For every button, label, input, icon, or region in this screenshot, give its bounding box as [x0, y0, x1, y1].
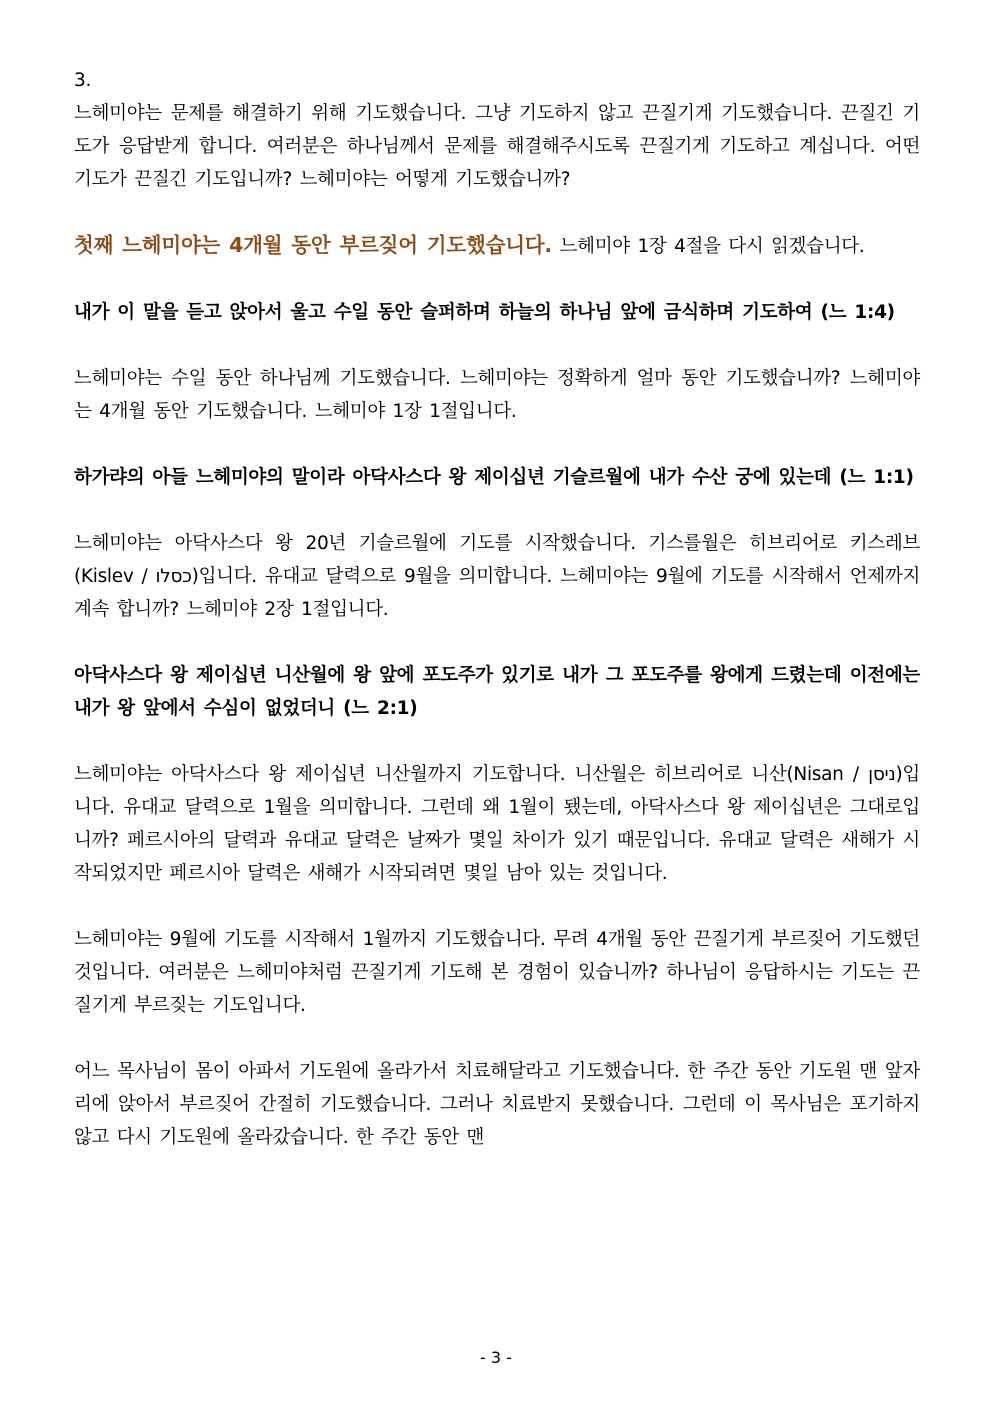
paragraph-kislev: 느헤미야는 아닥사스다 왕 20년 기슬르월에 기도를 시작했습니다. 기스를월은 히브리어로 키스레브(Kislev / כסלו)입니다. 유대교 달력으로 9월을 의미합니다. 느헤미야는 9월에 기도를 시작해서 언제까지 계속 합니까? 느헤미야 2장 1절입니다. [74, 533, 921, 620]
document-body [74, 64, 920, 1154]
paragraph-persistence: 느헤미야는 9월에 기도를 시작해서 1월까지 기도했습니다. 무려 4개월 동안 끈질기게 부르짖어 기도했던 것입니다. 여러분은 느헤미야처럼 끈질기게 기도해 본 경험이 있습니까? 하나님이 응답하시는 기도는 끈질기게 부르짖는 기도입니다. [74, 929, 920, 1016]
paragraph-intro: 느헤미야는 문제를 해결하기 위해 기도했습니다. 그냥 기도하지 않고 끈질기게 기도했습니다. 끈질긴 기도가 응답받게 합니다. 여러분은 하나님께서 문제를 해결해주시도록 끈질기게 기도하고 계십니다. 어떤 기도가 끈질긴 기도입니까? 느헤미야는 어떻게 기도했습니까? [74, 103, 920, 190]
page-number: - 3 - [480, 1348, 512, 1367]
point-headline: 첫째 느헤미야는 4개월 동안 부르짖어 기도했습니다. [74, 233, 552, 257]
paragraph-duration: 느헤미야는 수일 동안 하나님께 기도했습니다. 느헤미야는 정확하게 얼마 동안 기도했습니까? 느헤미야는 4개월 동안 기도했습니다. 느헤미야 1장 1절입니다. [74, 368, 920, 422]
paragraph-first-point [74, 229, 920, 263]
scripture-quote-1: 내가 이 말을 듣고 앉아서 울고 수일 동안 슬퍼하며 하늘의 하나님 앞에 금식하며 기도하여 (느 1:4) [74, 302, 895, 323]
section-number: 3. [74, 70, 92, 91]
scripture-quote-3: 아닥사스다 왕 제이십년 니산월에 왕 앞에 포도주가 있기로 내가 그 포도주를 왕에게 드렸는데 이전에는 내가 왕 앞에서 수심이 없었더니 (느 2:1) [74, 665, 920, 719]
paragraph-nisan: 느헤미야는 아닥사스다 왕 제이십년 니산월까지 기도합니다. 니산월은 히브리어로 니산(Nisan / ניסן)입니다. 유대교 달력으로 1월을 의미합니다. 그런데 왜 1월이 됐는데, 아닥사스다 왕 제이십년은 그대로입니까? 페르시아의 달력과 유대교 달력은 날짜가 몇일 차이가 있기 때문입니다. 유대교 달력은 새해가 시작되었지만 페르시아 달력은 새해가 시작되려면 몇일 남아 있는 것입니다. [74, 764, 920, 884]
point-followup: 느헤미야 1장 4절을 다시 읽겠습니다. [552, 236, 865, 257]
scripture-quote-2: 하가랴의 아들 느헤미야의 말이라 아닥사스다 왕 제이십년 기슬르월에 내가 수산 궁에 있는데 (느 1:1) [74, 467, 914, 488]
paragraph-pastor-story: 어느 목사님이 몸이 아파서 기도원에 올라가서 치료해달라고 기도했습니다. 한 주간 동안 기도원 맨 앞자리에 앉아서 부르짖어 간절히 기도했습니다. 그러나 치료받지 못했습니다. 그런데 이 목사님은 포기하지 않고 다시 기도원에 올라갔습니다. 한 주간 동안 맨 [74, 1061, 920, 1148]
